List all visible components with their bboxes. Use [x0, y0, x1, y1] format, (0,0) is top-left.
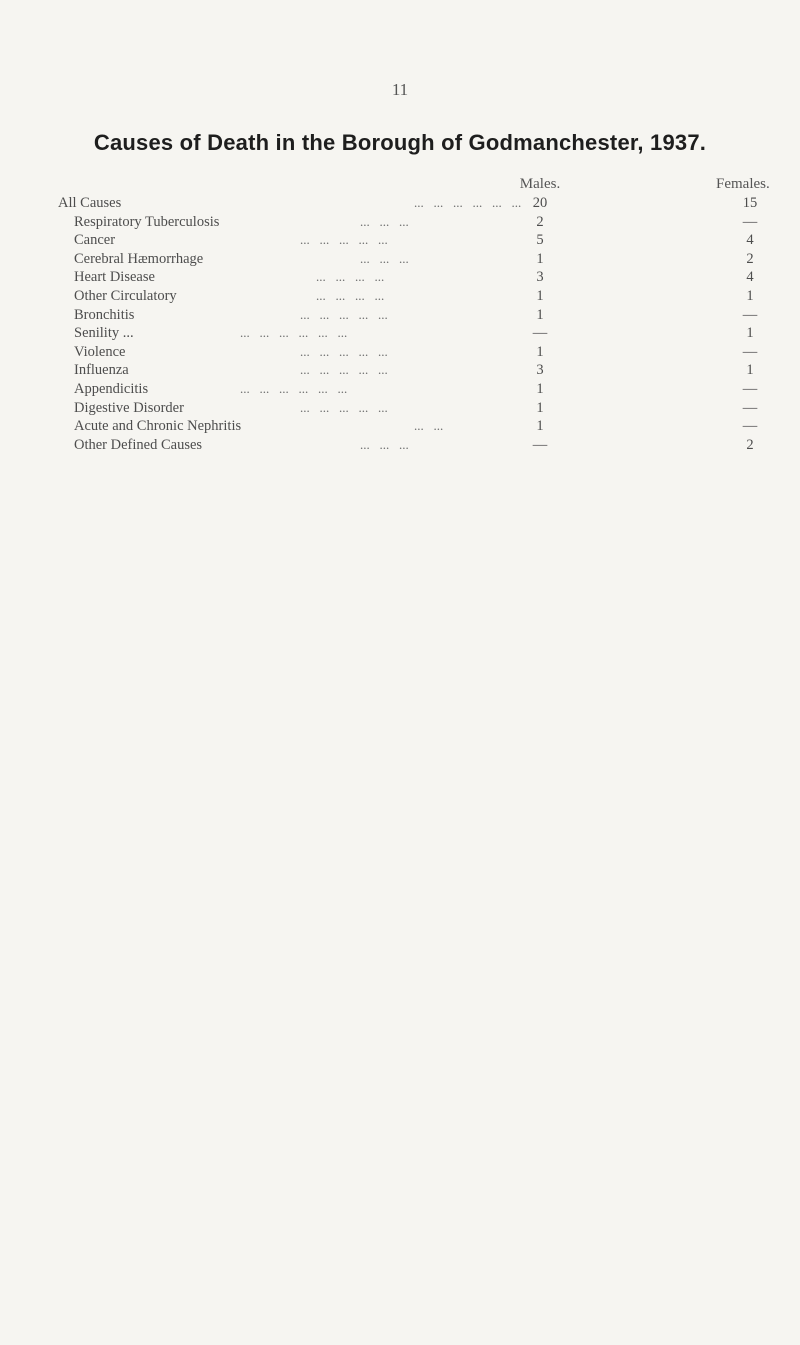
males-count: 5	[536, 232, 544, 249]
table-row	[0, 343, 800, 362]
females-count: 2	[746, 436, 754, 453]
cause-label: Acute and Chronic Nephritis	[74, 418, 242, 435]
cause-label: Cancer	[74, 232, 116, 249]
leader-dots: ... ... ...	[360, 213, 409, 229]
females-count: 4	[746, 232, 754, 249]
table-row	[0, 213, 800, 232]
females-count: 1	[746, 325, 754, 342]
males-count: —	[532, 325, 548, 342]
cause-label: Appendicitis	[74, 380, 149, 397]
females-count: —	[742, 418, 758, 435]
males-column-header: Males.	[519, 176, 561, 192]
females-count: —	[742, 213, 758, 230]
females-count: 1	[746, 287, 754, 304]
table-row	[0, 380, 800, 399]
table-row	[0, 361, 800, 380]
cause-label: Heart Disease	[74, 269, 155, 286]
page-title: Causes of Death in the Borough of Godmanchester, 1937.	[93, 130, 707, 155]
females-count: —	[742, 343, 758, 360]
cause-label: Cerebral Hæmorrhage	[74, 250, 204, 267]
males-count: 20	[532, 195, 548, 211]
leader-dots: ... ... ... ... ...	[300, 399, 388, 415]
leader-dots: ... ... ... ... ... ...	[240, 325, 348, 341]
females-count: 4	[746, 269, 754, 286]
table-row	[0, 268, 800, 287]
males-count: 1	[536, 306, 544, 323]
leader-dots: ... ... ... ... ...	[300, 232, 388, 248]
males-count: 1	[536, 250, 544, 267]
males-count: 3	[536, 362, 544, 379]
females-count: 2	[746, 250, 754, 267]
males-count: 1	[536, 399, 544, 416]
males-count: 2	[536, 213, 544, 230]
leader-dots: ... ... ... ... ... ...	[240, 380, 348, 396]
leader-dots: ... ... ...	[360, 250, 409, 266]
leader-dots: ... ...	[414, 418, 444, 434]
cause-label: Violence	[74, 343, 126, 360]
cause-label: All Causes	[58, 195, 122, 211]
table-row	[0, 287, 800, 306]
leader-dots: ... ... ...	[360, 436, 409, 452]
cause-label: Other Defined Causes	[74, 436, 203, 453]
cause-label: Bronchitis	[74, 306, 135, 323]
females-count: —	[742, 306, 758, 323]
leader-dots: ... ... ... ...	[316, 269, 385, 285]
cause-label: Senility ...	[74, 325, 134, 342]
cause-label: Influenza	[74, 362, 129, 379]
leader-dots: ... ... ... ... ... ...	[414, 195, 522, 210]
cause-label: Respiratory Tuberculosis	[74, 213, 220, 230]
table-row	[0, 250, 800, 269]
females-count: 15	[742, 195, 758, 211]
females-count: 1	[746, 362, 754, 379]
females-count: —	[742, 399, 758, 416]
cause-label: Digestive Disorder	[74, 399, 184, 416]
table-row	[0, 306, 800, 325]
males-count: 1	[536, 418, 544, 435]
table-row	[0, 194, 800, 213]
males-count: 1	[536, 287, 544, 304]
table-row	[0, 231, 800, 250]
females-count: —	[742, 380, 758, 397]
leader-dots: ... ... ... ... ...	[300, 362, 388, 378]
table-row	[0, 417, 800, 436]
leader-dots: ... ... ... ... ...	[300, 343, 388, 359]
males-count: 1	[536, 343, 544, 360]
males-count: 3	[536, 269, 544, 286]
causes-table	[0, 194, 800, 454]
leader-dots: ... ... ... ... ...	[300, 306, 388, 322]
table-row	[0, 399, 800, 418]
table-row	[0, 436, 800, 455]
females-column-header: Females.	[716, 176, 770, 192]
table-row	[0, 324, 800, 343]
males-count: —	[532, 436, 548, 453]
males-count: 1	[536, 380, 544, 397]
leader-dots: ... ... ... ...	[316, 287, 385, 303]
page-number: 11	[391, 80, 409, 99]
cause-label: Other Circulatory	[74, 287, 177, 304]
